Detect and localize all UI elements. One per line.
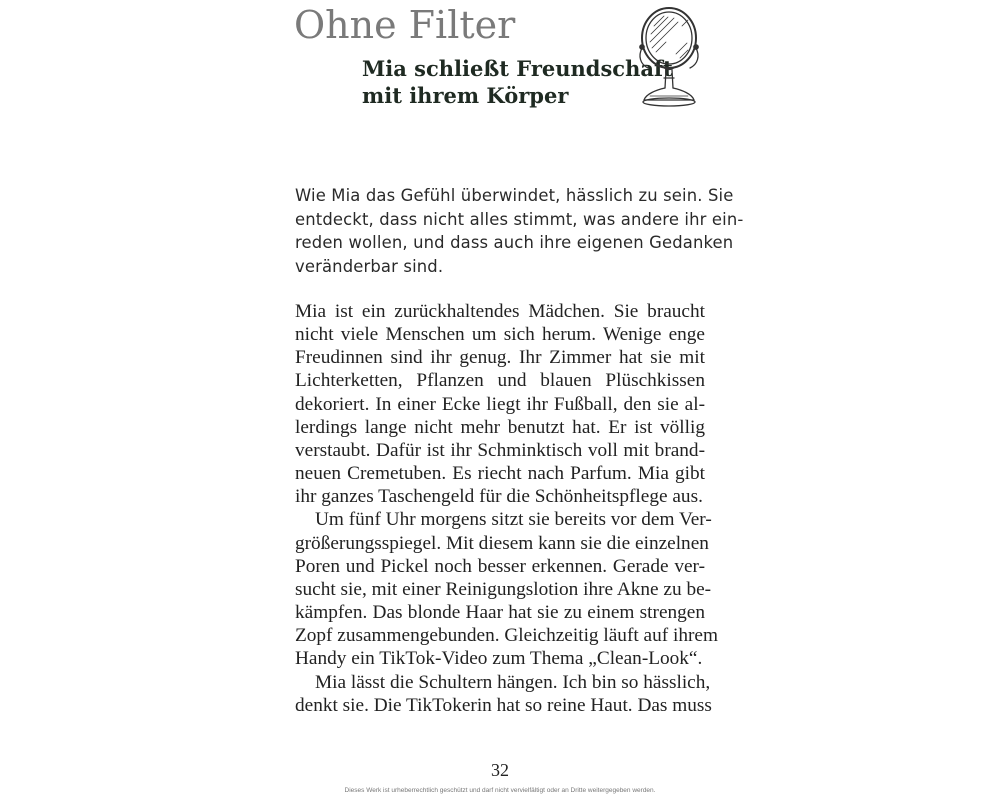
body-line: dekoriert. In einer Ecke liegt ihr Fußball, den sie al-	[295, 393, 705, 415]
body-line: Freudinnen sind ihr genug. Ihr Zimmer hat sie mit	[295, 347, 705, 369]
body-line: denkt sie. Die TikTokerin hat so reine Haut. Das muss	[295, 694, 712, 716]
intro-line: Wie Mia das Gefühl überwindet, hässlich zu sein. Sie	[295, 186, 734, 205]
intro-line: reden wollen, und dass auch ihre eigenen Gedanken	[295, 233, 734, 252]
body-text	[295, 300, 718, 717]
copyright-notice: Dieses Werk ist urheberrechtlich geschützt und darf nicht vervielfältigt oder an Dritte weitergegeben werden.	[344, 787, 656, 794]
body-line: Mia lässt die Schultern hängen. Ich bin so hässlich,	[315, 671, 711, 693]
chapter-subtitle	[362, 55, 673, 109]
page-number: 32	[491, 760, 509, 780]
body-line: Mia ist ein zurückhaltendes Mädchen. Sie braucht	[295, 301, 705, 322]
body-line: Poren und Pickel noch besser erkennen. Gerade ver-	[295, 555, 705, 577]
subtitle-line: mit ihrem Körper	[362, 83, 569, 108]
body-line: Um fünf Uhr morgens sitzt sie bereits vor dem Ver-	[315, 509, 712, 531]
chapter-intro	[295, 184, 744, 278]
body-line: Handy ein TikTok-Video zum Thema „Clean-Look“.	[295, 648, 703, 670]
body-line: größerungsspiegel. Mit diesem kann sie die einzelnen	[295, 532, 709, 554]
body-line: ihr ganzes Taschengeld für die Schönheitspflege aus.	[295, 486, 703, 508]
body-line: kämpfen. Das blonde Haar hat sie zu einem strengen	[295, 602, 705, 624]
subtitle-line: Mia schließt Freundschaft	[362, 56, 673, 81]
body-line: neuen Cremetuben. Es riecht nach Parfum. Mia gibt	[295, 463, 705, 485]
intro-line: entdeckt, dass nicht alles stimmt, was andere ihr ein-	[295, 209, 744, 229]
body-line: lerdings lange nicht mehr benutzt hat. Er ist völlig	[295, 416, 705, 438]
body-line: sucht sie, mit einer Reinigungslotion ihre Akne zu be-	[295, 578, 712, 600]
body-line: nicht viele Menschen um sich herum. Wenige enge	[295, 324, 705, 346]
intro-line: veränderbar sind.	[295, 256, 444, 276]
body-line: verstaubt. Dafür ist ihr Schminktisch voll mit brand-	[295, 439, 705, 461]
body-line: Zopf zusammengebunden. Gleichzeitig läuft auf ihrem	[295, 625, 718, 647]
body-line: Lichterketten, Pflanzen und blauen Plüschkissen	[295, 370, 705, 392]
chapter-title: Ohne Filter	[294, 3, 516, 47]
mirror-icon	[630, 4, 708, 110]
